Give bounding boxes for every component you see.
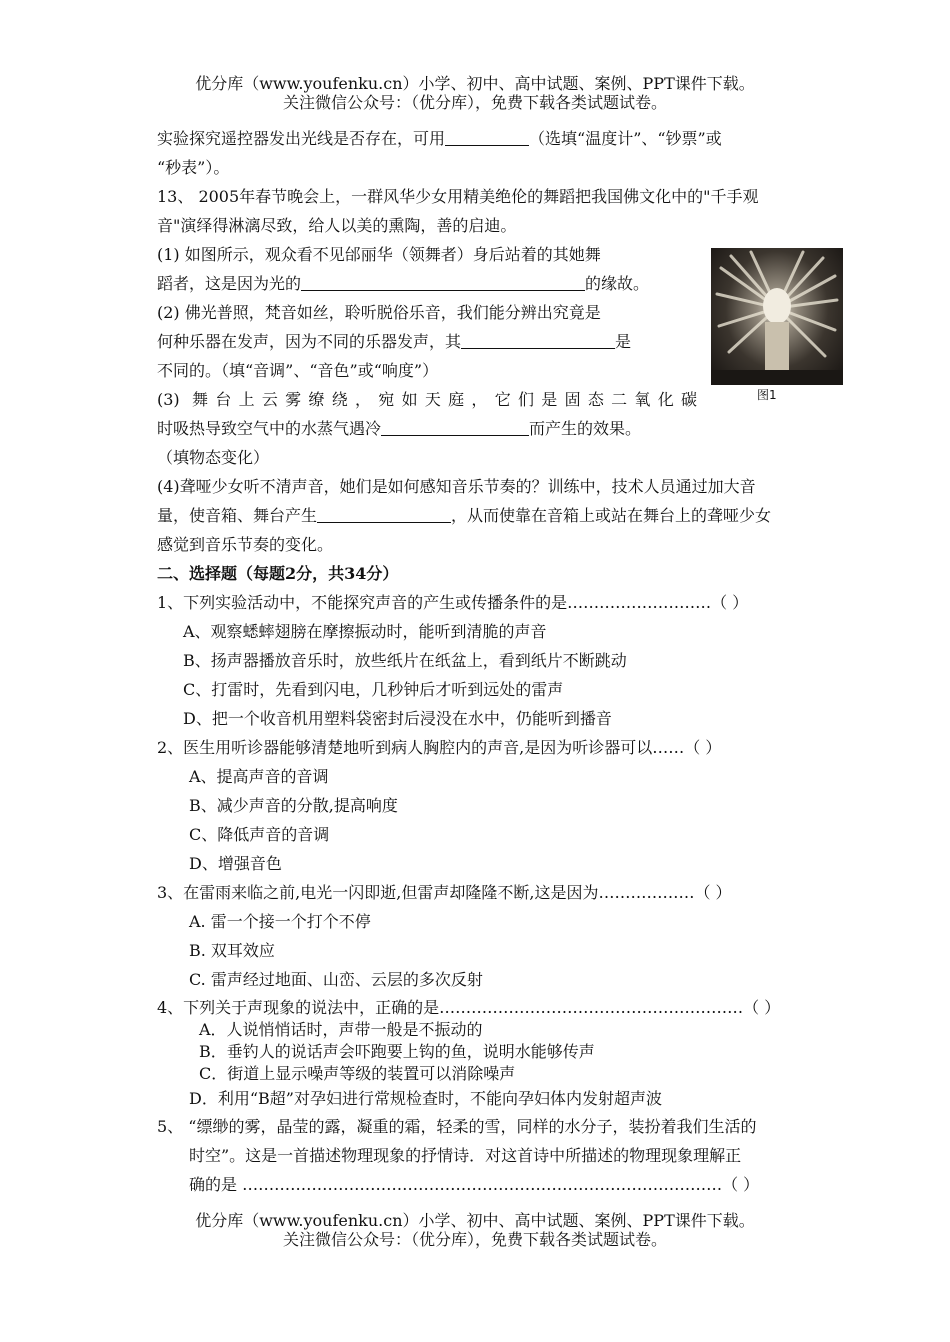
q4-option-a: A．人说悄悄话时，声带一般是不振动的	[199, 1020, 483, 1039]
q13-p3-line-3: （填物态变化）	[157, 448, 270, 467]
intro-text-a: 实验探究遥控器发出光线是否存在，可用	[157, 129, 446, 148]
q13-parts	[157, 240, 875, 443]
footer-line-1: 优分库（www.youfenku.cn）小学、初中、高中试题、案例、PPT课件下载。	[195, 1211, 755, 1230]
answer-blank	[381, 419, 529, 436]
section-2-title: 二、选择题（每题2分，共34分）	[157, 564, 399, 583]
q4-stem: 4、下列关于声现象的说法中，正确的是…………………………………………………（ ）	[157, 998, 781, 1017]
q13-p1-text-a: 蹈者，这是因为光的	[157, 274, 302, 293]
dance-photo-art	[711, 248, 843, 385]
q13-p2-text-a: 何种乐器在发声，因为不同的乐器发声，其	[157, 332, 462, 351]
q13-p4-text-b: ，从而使靠在音箱上或站在舞台上的聋哑少女	[451, 506, 772, 525]
q13-p2-line-2	[157, 327, 697, 356]
q13-p3-line-1: (3) 舞台上云雾缭绕，宛如天庭，它们是固态二氧化碳	[157, 390, 697, 409]
page-header	[0, 74, 950, 112]
answer-blank	[445, 129, 529, 146]
intro-line-2: “秒表”）。	[157, 158, 230, 177]
q4-option-b: B．垂钓人的说话声会吓跑要上钩的鱼，说明水能够传声	[199, 1042, 595, 1061]
q3-option-c: C. 雷声经过地面、山峦、云层的多次反射	[189, 970, 483, 989]
q13-p4-line-3: 感觉到音乐节奏的变化。	[157, 535, 334, 554]
q2-stem: 2、医生用听诊器能够清楚地听到病人胸腔内的声音,是因为听诊器可以……（ ）	[157, 738, 722, 757]
q3-option-b: B. 双耳效应	[189, 941, 275, 960]
header-line-1: 优分库（www.youfenku.cn）小学、初中、高中试题、案例、PPT课件下载。	[195, 74, 755, 93]
q13-p2-line-1: (2) 佛光普照，梵音如丝，聆听脱俗乐音，我们能分辨出究竟是	[157, 303, 601, 322]
answer-blank	[317, 506, 451, 523]
answer-blank	[301, 274, 585, 291]
q5-stem-line-1: 5、 “缥缈的雾，晶莹的露，凝重的霜，轻柔的雪，同样的水分子，装扮着我们生活的	[157, 1117, 757, 1136]
q1-option-c: C、打雷时，先看到闪电，几秒钟后才听到远处的雷声	[183, 680, 564, 699]
q5-stem-line-2: 时空”。这是一首描述物理现象的抒情诗．对这首诗中所描述的物理现象理解正	[189, 1146, 742, 1165]
intro-text-b: （选填“温度计”、“钞票”或	[529, 129, 722, 148]
q13-p3-text-b: 而产生的效果。	[529, 419, 642, 438]
q3-option-a: A. 雷一个接一个打个不停	[189, 912, 371, 931]
q13-p3-line-2	[157, 414, 875, 443]
footer-line-2: 关注微信公众号：（优分库），免费下载各类试题试卷。	[282, 1230, 667, 1249]
q2-option-c: C、降低声音的音调	[189, 825, 330, 844]
q3-stem: 3、在雷雨来临之前,电光一闪即逝,但雷声却隆隆不断,这是因为………………（ ）	[157, 883, 732, 902]
q1-option-b: B、扬声器播放音乐时，放些纸片在纸盆上，看到纸片不断跳动	[183, 651, 627, 670]
q13-p1-line-2	[157, 269, 697, 298]
q13-p4-line-2	[157, 501, 875, 530]
q13-p2-text-b: 是	[615, 332, 632, 351]
page-content	[157, 124, 875, 1199]
q4-option-c: C．街道上显示噪声等级的装置可以消除噪声	[199, 1064, 516, 1083]
q4-option-d: D．利用“B超”对孕妇进行常规检查时，不能向孕妇体内发射超声波	[189, 1089, 662, 1108]
intro-line-1	[157, 124, 875, 153]
q1-stem: 1、下列实验活动中，不能探究声音的产生或传播条件的是………………………（ ）	[157, 593, 749, 612]
q13-p4-text-a: 量，使音箱、舞台产生	[157, 506, 318, 525]
q2-option-d: D、增强音色	[189, 854, 282, 873]
figure-caption: 图1	[757, 388, 777, 402]
q13-p3-text-a: 时吸热导致空气中的水蒸气遇冷	[157, 419, 382, 438]
dance-photo	[711, 248, 843, 385]
q13-p1-line-1: (1) 如图所示，观众看不见邰丽华（领舞者）身后站着的其她舞	[157, 245, 601, 264]
header-line-2: 关注微信公众号：（优分库），免费下载各类试题试卷。	[282, 93, 667, 112]
answer-blank	[461, 332, 615, 349]
q1-option-d: D、把一个收音机用塑料袋密封后浸没在水中，仍能听到播音	[183, 709, 612, 728]
q13-p2-line-3: 不同的。（填“音调”、“音色”或“响度”）	[157, 361, 439, 380]
q13-line-2: 音"演绎得淋漓尽致，给人以美的熏陶，善的启迪。	[157, 216, 517, 235]
q13-line-1: 13、 2005年春节晚会上，一群风华少女用精美绝伦的舞蹈把我国佛文化中的"千手观	[157, 187, 759, 206]
q2-option-a: A、提高声音的音调	[189, 767, 329, 786]
q13-p4-line-1: (4)聋哑少女听不清声音，她们是如何感知音乐节奏的？训练中，技术人员通过加大音	[157, 477, 756, 496]
page-footer	[0, 1211, 950, 1249]
q13-p1-text-b: 的缘故。	[585, 274, 650, 293]
q5-stem-line-3: 确的是 ………………………………………………………………………………（ ）	[189, 1175, 760, 1194]
q2-option-b: B、减少声音的分散,提高响度	[189, 796, 398, 815]
q1-option-a: A、观察蟋蟀翅膀在摩擦振动时，能听到清脆的声音	[183, 622, 547, 641]
